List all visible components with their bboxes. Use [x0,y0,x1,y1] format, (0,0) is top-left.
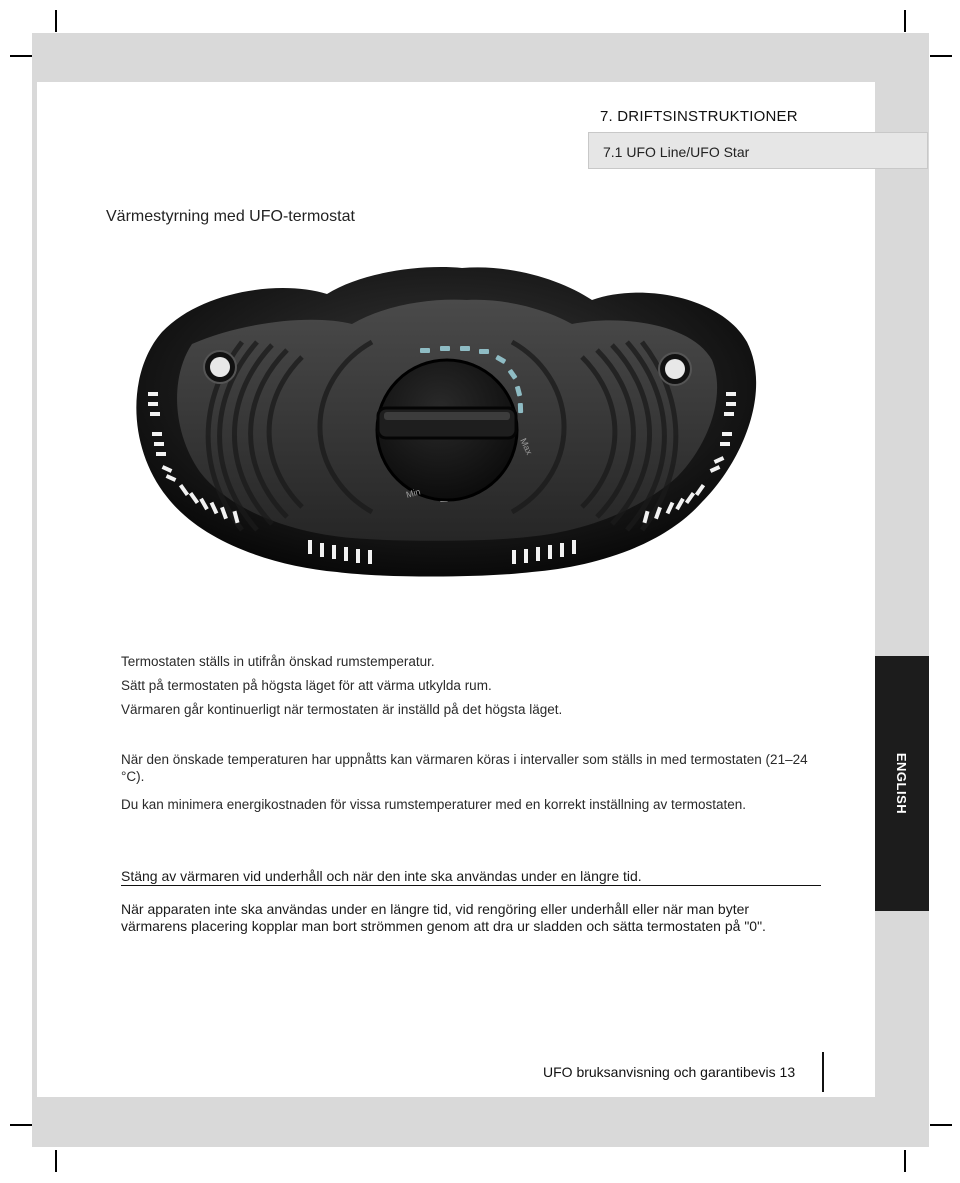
crop-mark [930,55,952,57]
crop-mark [10,55,32,57]
screw-left [204,351,236,383]
paragraph-2: Sätt på termostaten på högsta läget för att värma utkylda rum. [121,678,492,693]
thermostat-illustration [122,262,760,580]
language-tab-label: ENGLISH [894,752,910,815]
dial-max-label: Max [518,436,535,457]
warning-note: Stäng av värmaren vid underhåll och när den inte ska användas under en längre tid. [121,868,821,886]
paragraph-4: När den önskade temperaturen har uppnåtts kan värmaren köras i intervaller som ställs in med termostaten (21–24 °C). [121,752,808,784]
paragraph-3: Värmaren går kontinuerligt när termostaten är inställd på det högsta läget. [121,702,563,717]
crop-mark [904,10,906,32]
dial-min-label: Min [404,486,422,500]
page-footer: UFO bruksanvisning och garantibevis 13 [543,1064,796,1080]
screw-right [659,353,691,385]
paragraph-5: Du kan minimera energikostnaden för vissa rumstemperaturer med en korrekt inställning av termostaten. [121,797,747,812]
crop-mark [10,1124,32,1126]
crop-mark [930,1124,952,1126]
paragraph-1: Termostaten ställs in utifrån önskad rumstemperatur. [121,654,435,669]
crop-mark [55,10,57,32]
page-heading: Värmestyrning med UFO-termostat [106,208,355,225]
crop-mark [55,1150,57,1172]
page-content-area [37,82,875,1097]
chapter-title: 7. DRIFTSINSTRUKTIONER [600,108,798,125]
crop-mark [904,1150,906,1172]
footer-divider [822,1052,824,1092]
section-title: 7.1 UFO Line/UFO Star [603,144,750,160]
language-tab [875,656,929,911]
instruction-paragraph: När apparaten inte ska användas under en längre tid, vid rengöring eller underhåll eller när man byter värmarens placering kopplar man bort strömmen genom att dra ur sladden och sätta termostaten på "0". [121,901,766,934]
